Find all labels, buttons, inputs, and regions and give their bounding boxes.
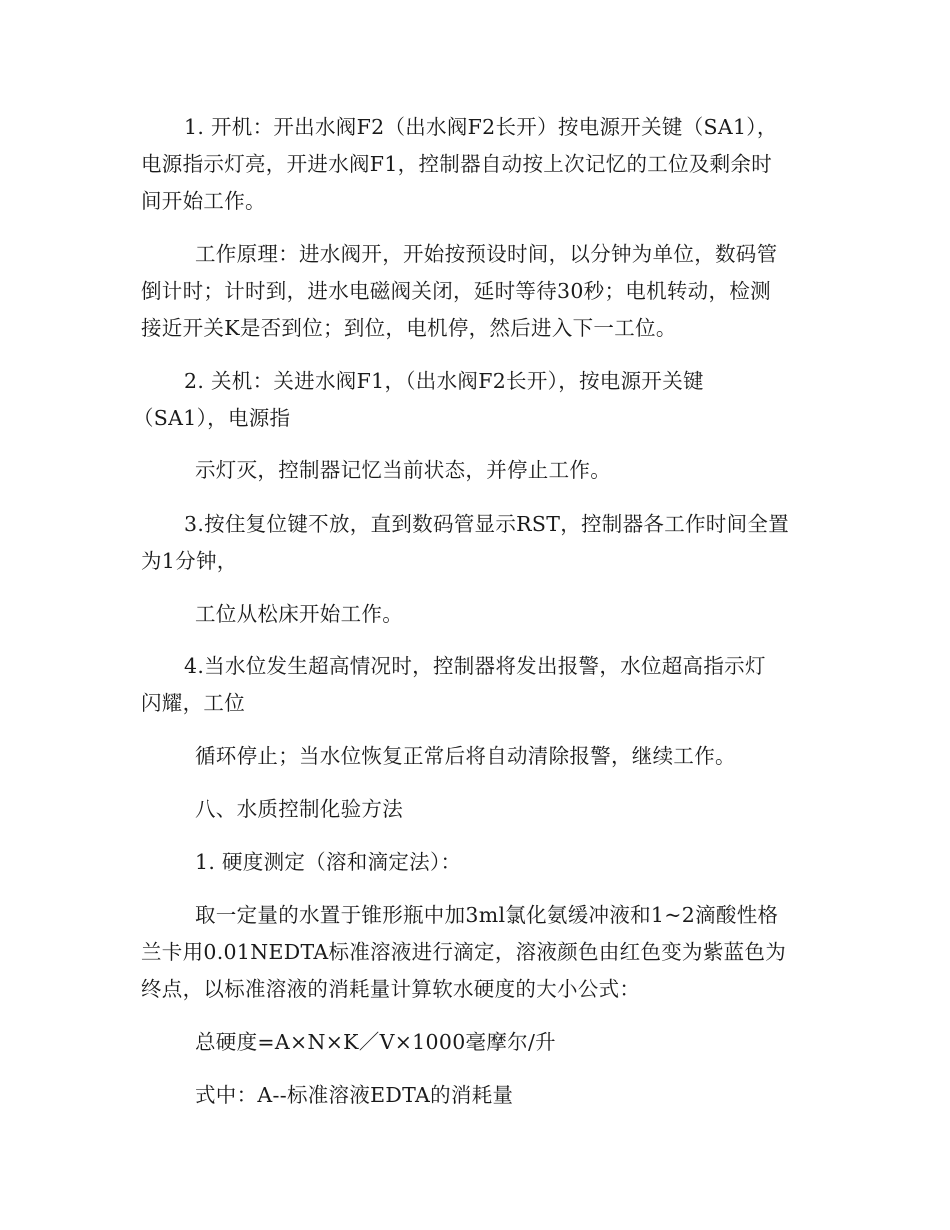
text-line: 闪耀，工位 (141, 691, 245, 715)
text-line: 3.按住复位键不放，直到数码管显示RST，控制器各工作时间全置 (184, 512, 790, 536)
text-line: 2. 关机：关进水阀F1，（出水阀F2长开），按电源开关键 (184, 369, 704, 393)
text-line: 兰卡用0.01NEDTA标准溶液进行滴定，溶液颜色由红色变为紫蓝色为 (141, 940, 787, 964)
text-line: 取一定量的水置于锥形瓶中加3ml氯化氨缓冲液和1~2滴酸性格 (195, 903, 779, 927)
text-line: （SA1），电源指 (133, 406, 291, 430)
section-heading: 八、水质控制化验方法 (195, 797, 403, 821)
text-line: 终点，以标准溶液的消耗量计算软水硬度的大小公式： (141, 977, 641, 1001)
text-line: 工作原理：进水阀开，开始按预设时间，以分钟为单位，数码管 (195, 242, 778, 266)
formula-line: 总硬度=A×N×K／V×1000毫摩尔/升 (195, 1030, 556, 1054)
text-line: 电源指示灯亮，开进水阀F1，控制器自动按上次记忆的工位及剩余时 (141, 152, 773, 176)
text-line: 4.当水位发生超高情况时，控制器将发出报警，水位超高指示灯 (184, 654, 766, 678)
text-line: 间开始工作。 (141, 189, 266, 213)
text-line: 式中：A--标准溶液EDTA的消耗量 (195, 1083, 514, 1107)
text-line: 循环停止；当水位恢复正常后将自动清除报警，继续工作。 (195, 744, 736, 768)
text-line: 为1分钟， (141, 549, 238, 573)
text-line: 接近开关K是否到位；到位，电机停，然后进入下一工位。 (141, 316, 677, 340)
text-line: 工位从松床开始工作。 (195, 602, 403, 626)
text-line: 倒计时；计时到，进水电磁阀关闭，延时等待30秒；电机转动，检测 (141, 279, 771, 303)
text-line: 示灯灭，控制器记忆当前状态，并停止工作。 (195, 458, 611, 482)
text-line: 1. 开机：开出水阀F2（出水阀F2长开）按电源开关键（SA1）， (184, 115, 778, 139)
subsection-heading: 1. 硬度测定（溶和滴定法）： (195, 850, 462, 874)
